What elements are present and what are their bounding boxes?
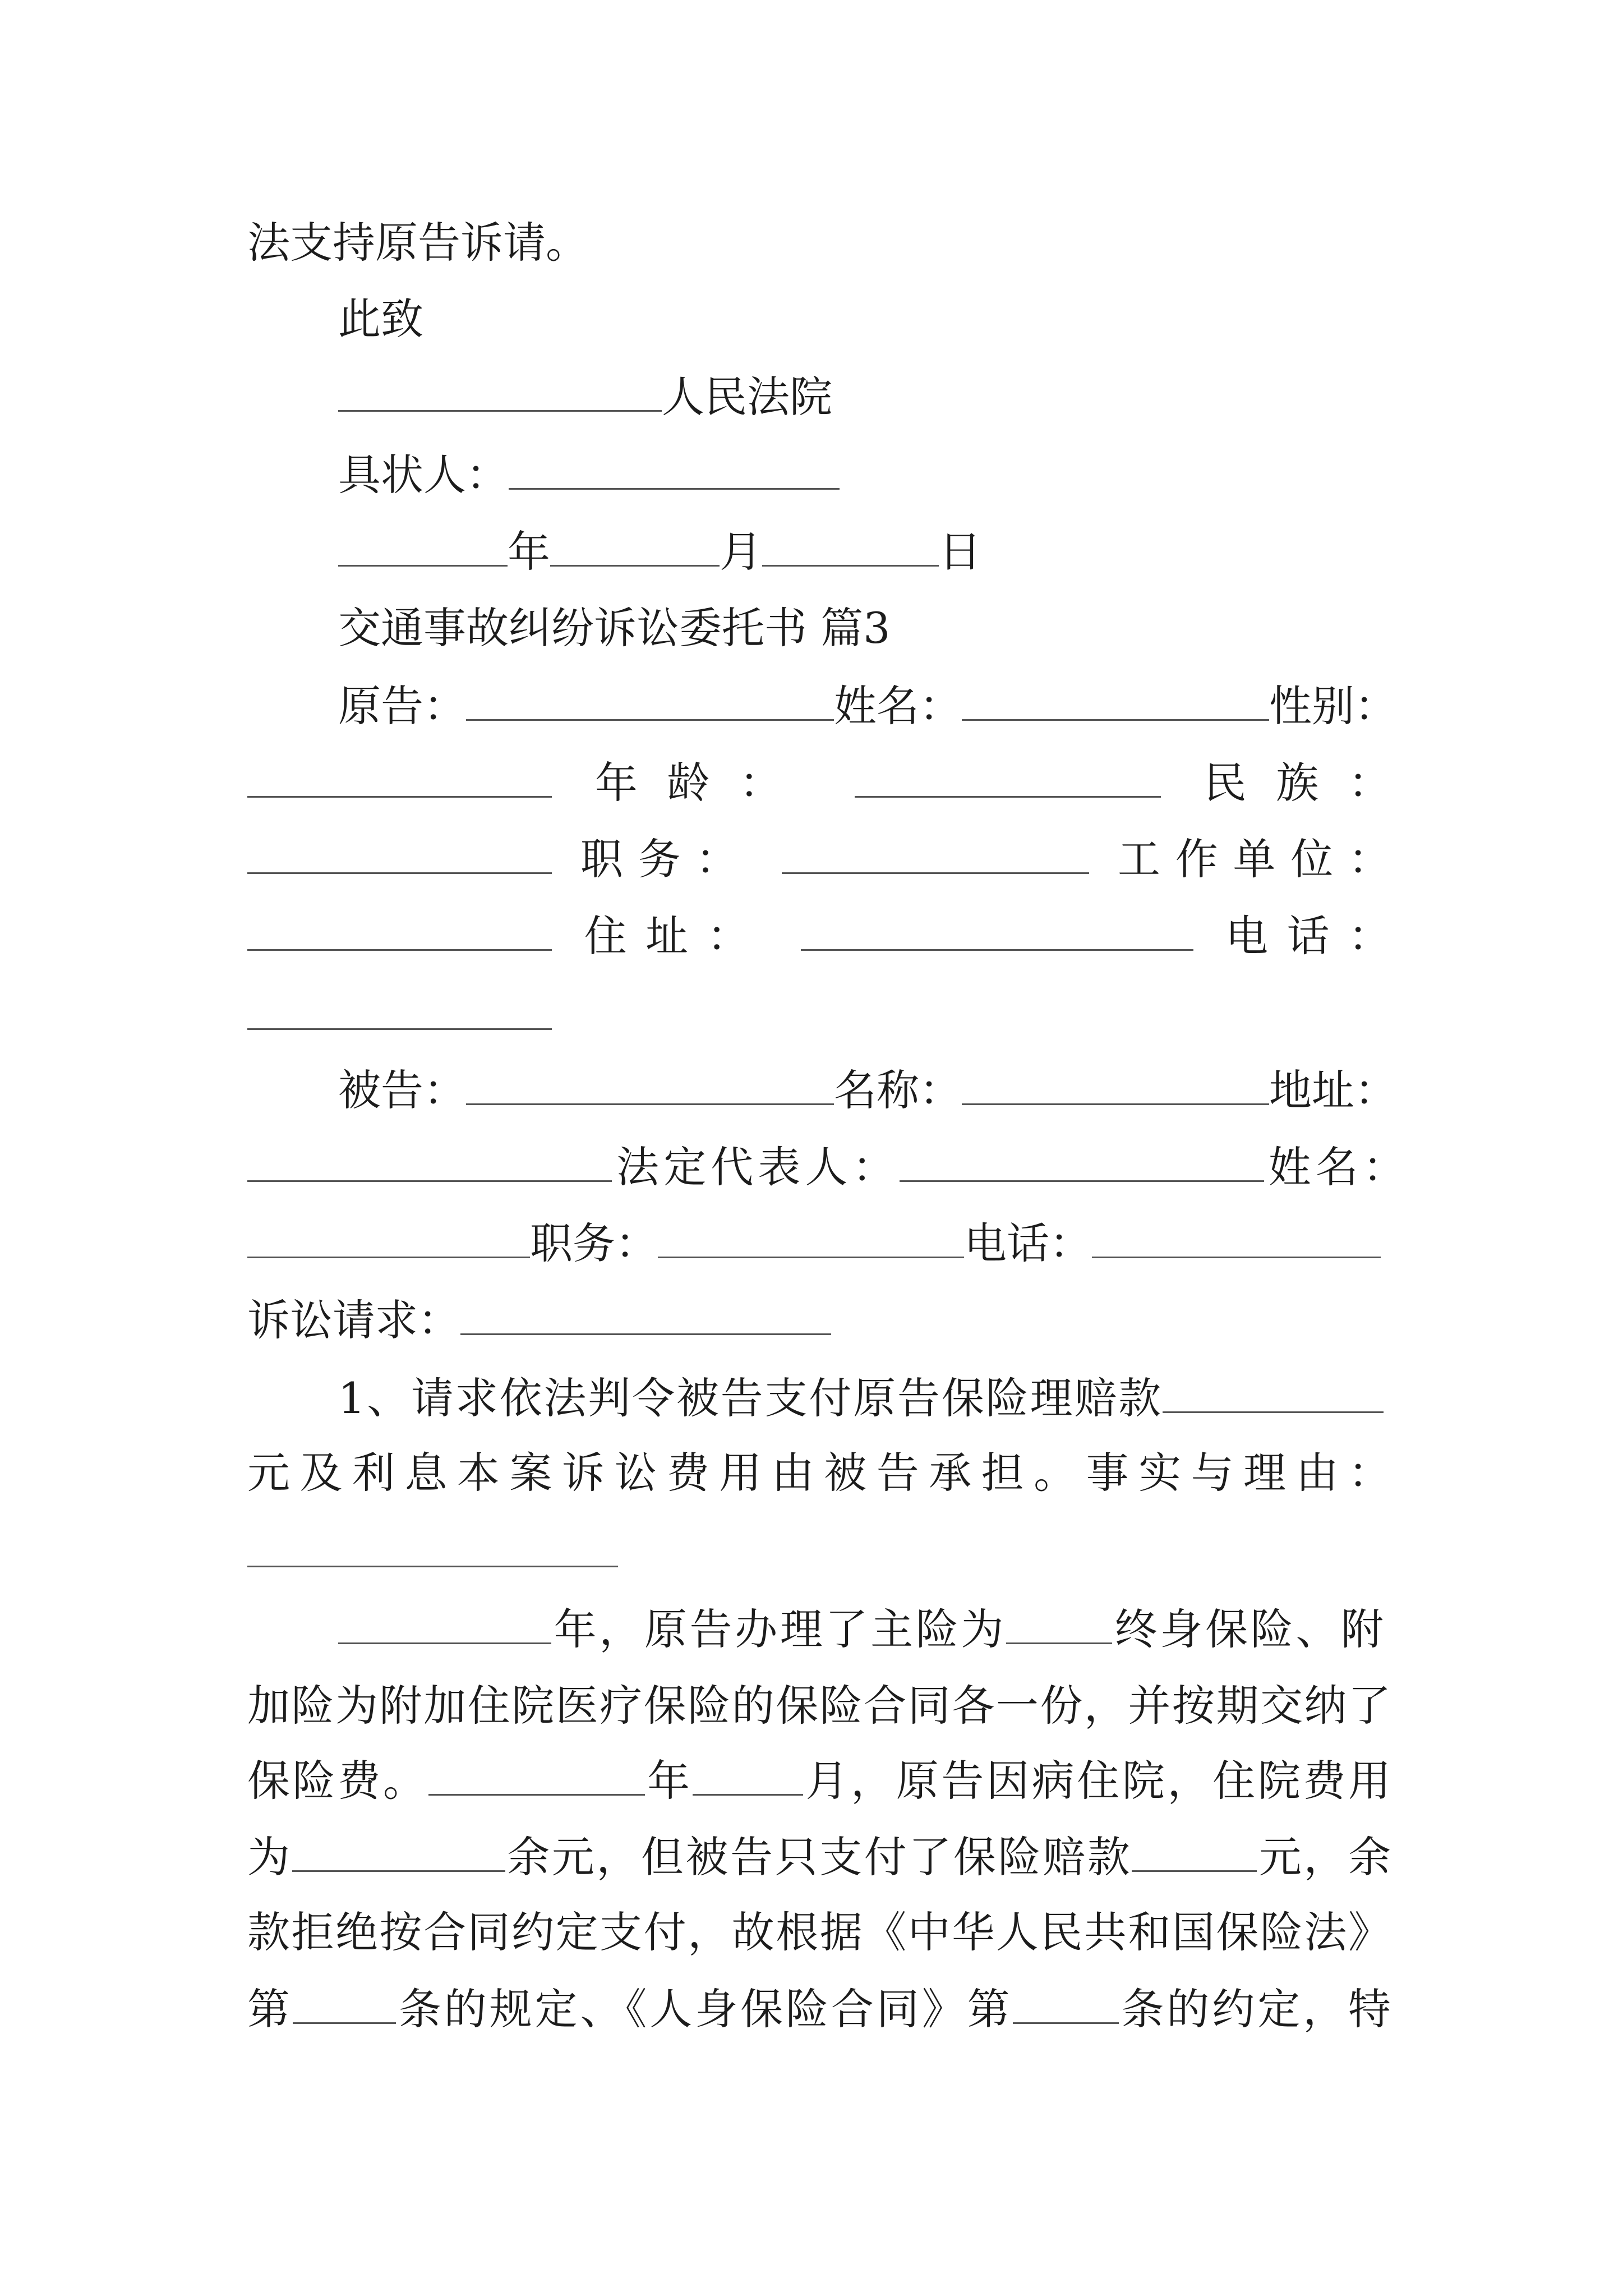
- facts-line-2: 加险为附加住院医疗保险的保险合同各一份，并按期交纳了: [247, 1681, 1391, 1731]
- plaintiff-address-label: 住址：: [584, 911, 768, 961]
- plaintiff-position-label: 职务：: [580, 834, 754, 884]
- plaintiff-employer-blank: [247, 915, 552, 951]
- signer-label: 具状人：: [338, 450, 509, 500]
- facts-blank-line: [247, 1525, 618, 1581]
- facts-reason-blank: [247, 1532, 618, 1567]
- court-suffix: 人民法院: [662, 372, 832, 422]
- day-blank: [762, 531, 939, 567]
- plaintiff-address-blank: [801, 915, 1193, 951]
- defendant-phone-blank: [1092, 1223, 1381, 1258]
- plaintiff-ethnicity-label: 民族：: [1204, 758, 1391, 808]
- law-article-blank: [293, 1989, 396, 2024]
- facts-line-6: [247, 1981, 1391, 2037]
- plaintiff-gender-blank: [247, 762, 552, 798]
- insure-year-blank: [338, 1609, 551, 1644]
- court-line: [338, 369, 832, 425]
- claim-item-1: [338, 1370, 1384, 1427]
- date-year-label: 年: [508, 527, 550, 577]
- signer-line: [338, 447, 840, 503]
- court-name-blank: [338, 376, 662, 412]
- facts-text-1a: 年，原告办理了主险为: [551, 1604, 1007, 1654]
- defendant-address-blank: [247, 1147, 612, 1182]
- defendant-position-line: [247, 1216, 1381, 1272]
- paid-amount-blank: [1132, 1837, 1257, 1872]
- plaintiff-blank: [466, 685, 834, 721]
- plaintiff-name-blank: [962, 685, 1269, 721]
- defendant-rep-line: [247, 1139, 1405, 1195]
- plaintiff-position-blank: [782, 839, 1089, 874]
- claim-item-1-text: 1、请求依法判令被告支付原告保险理赔款: [338, 1373, 1163, 1423]
- plaintiff-phone-blank: [247, 995, 552, 1030]
- section-title: 交通事故纠纷诉讼委托书 篇3: [338, 603, 891, 653]
- facts-line-1: [338, 1602, 1384, 1658]
- hospital-month-blank: [693, 1760, 803, 1796]
- claims-line: [247, 1292, 831, 1349]
- facts-text-4b: 余元，但被告只支付了保险赔款: [505, 1832, 1132, 1882]
- contract-article-blank: [1013, 1989, 1119, 2024]
- facts-line-3: [247, 1753, 1391, 1809]
- facts-text-6b: 条的规定、《人身保险合同》第: [395, 1984, 1013, 2034]
- facts-text-4a: 为: [247, 1832, 292, 1882]
- plaintiff-position-line: [247, 831, 1391, 887]
- facts-text-6a: 第: [247, 1984, 293, 2034]
- defendant-phone-label: 电话：: [964, 1218, 1092, 1268]
- defendant-rep-name-label: 姓名：: [1264, 1142, 1405, 1192]
- defendant-legal-rep-label: 法定代表人：: [612, 1142, 900, 1192]
- plaintiff-name-label: 姓名：: [834, 681, 962, 731]
- hospital-year-blank: [428, 1760, 645, 1796]
- facts-text-3a: 保险费。: [247, 1756, 428, 1806]
- plaintiff-label: 原告：: [338, 681, 466, 731]
- plaintiff-line: [338, 678, 1397, 734]
- salutation: 此致: [338, 294, 423, 344]
- facts-text-6c: 条的约定，特: [1118, 1984, 1391, 2034]
- year-blank: [338, 531, 508, 567]
- facts-text-3c: 月，原告因病住院，住院费用: [803, 1756, 1391, 1806]
- claims-label: 诉讼请求：: [247, 1295, 460, 1345]
- signer-blank: [509, 454, 840, 490]
- facts-line-5: 款拒绝按合同约定支付，故根据《中华人民共和国保险法》: [247, 1907, 1391, 1957]
- defendant-blank: [466, 1070, 834, 1105]
- plaintiff-age-label: 年龄：: [594, 758, 811, 808]
- plaintiff-age-blank: [855, 762, 1161, 798]
- claims-blank: [460, 1300, 831, 1335]
- defendant-name-label: 名称：: [834, 1065, 962, 1115]
- facts-text-1b: 终身保险、附: [1112, 1604, 1384, 1654]
- facts-text-4c: 元，余: [1257, 1832, 1391, 1882]
- claim-amount-blank: [1163, 1378, 1384, 1413]
- hospital-cost-blank: [292, 1837, 505, 1872]
- defendant-position-blank: [658, 1223, 964, 1258]
- plaintiff-age-line: [247, 755, 1391, 811]
- defendant-name-blank: [962, 1070, 1269, 1105]
- defendant-legal-rep-blank: [900, 1147, 1264, 1182]
- claim-item-1-cont: 元及利息本案诉讼费用由被告承担。事实与理由：: [247, 1448, 1391, 1498]
- defendant-position-label: 职务：: [530, 1218, 658, 1268]
- plaintiff-ethnicity-blank: [247, 839, 552, 874]
- defendant-address-label: 地址：: [1269, 1065, 1397, 1115]
- plaintiff-phone-line: [247, 987, 552, 1043]
- plaintiff-gender-label: 性别：: [1269, 681, 1397, 731]
- plaintiff-phone-label: 电话：: [1225, 911, 1391, 961]
- defendant-label: 被告：: [338, 1065, 466, 1115]
- month-blank: [550, 531, 720, 567]
- date-month-label: 月: [720, 527, 762, 577]
- plaintiff-address-line: [247, 908, 1391, 964]
- facts-line-4: [247, 1829, 1391, 1885]
- defendant-line: [338, 1062, 1397, 1119]
- date-day-label: 日: [939, 527, 981, 577]
- date-line: [338, 524, 981, 580]
- main-insurance-blank: [1006, 1609, 1112, 1644]
- conclusion-text: 法支持原告诉请。: [247, 218, 588, 268]
- defendant-rep-name-blank: [247, 1223, 530, 1258]
- facts-text-3b: 年: [644, 1756, 693, 1806]
- plaintiff-employer-label: 工作单位：: [1118, 834, 1391, 884]
